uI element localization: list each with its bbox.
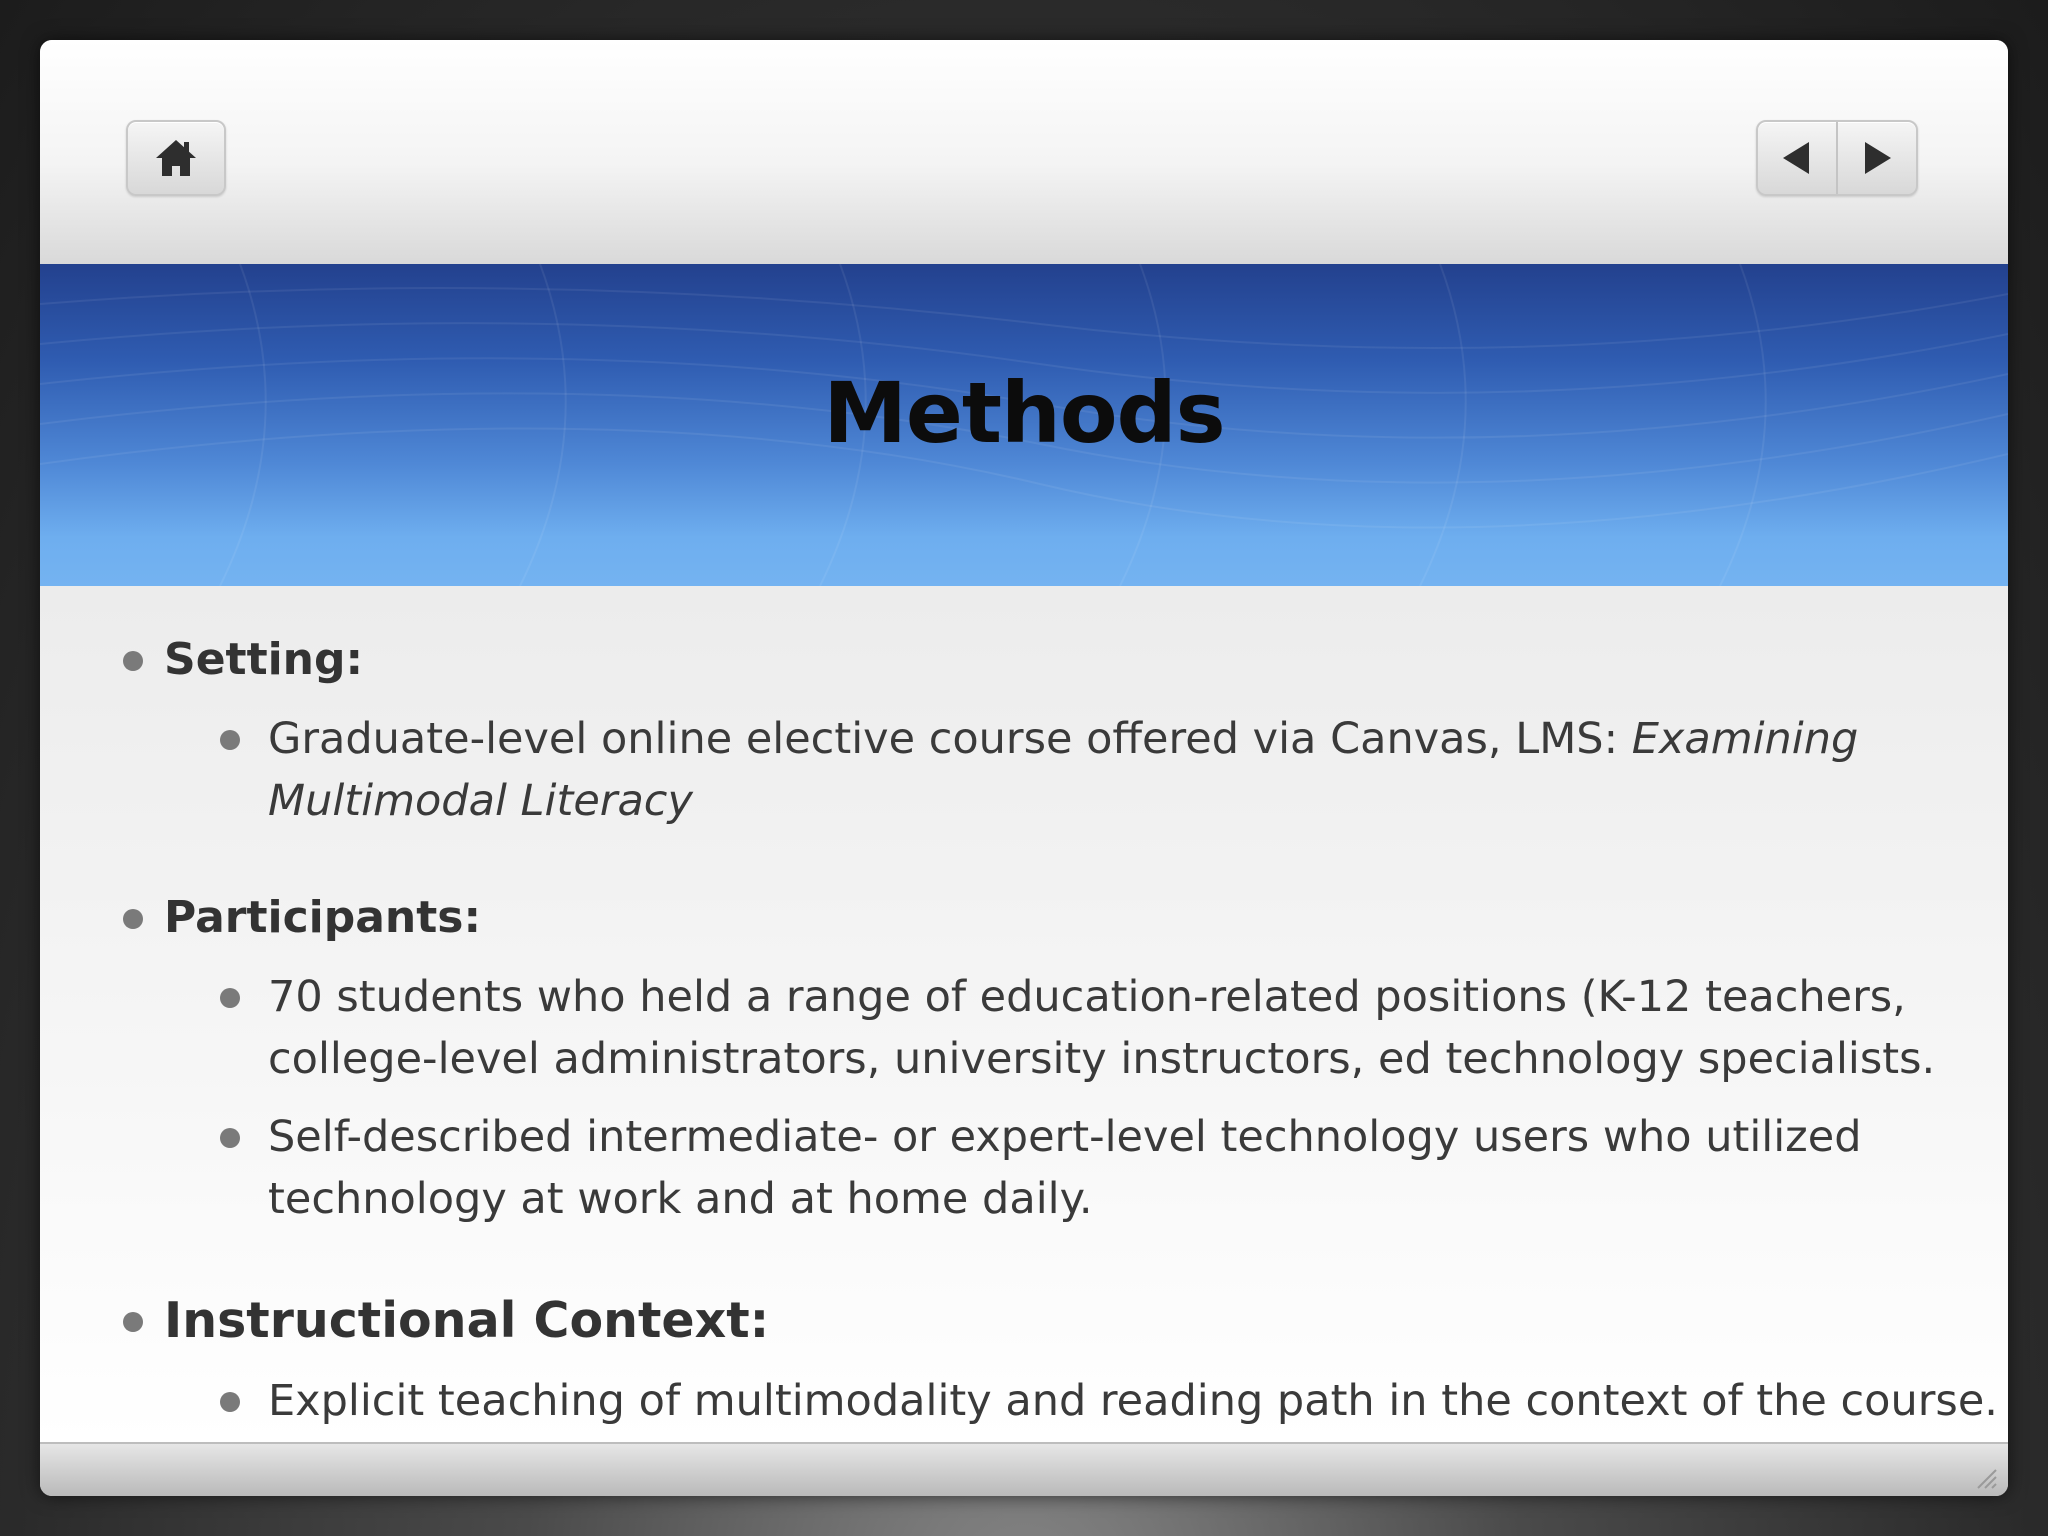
- resize-grip-icon[interactable]: [1972, 1464, 1998, 1490]
- bottom-status-bar: [40, 1442, 2008, 1496]
- title-band: [40, 264, 2008, 586]
- slide-title: Methods: [823, 364, 1225, 462]
- bullet-dot: [220, 730, 240, 750]
- slide-navigation: [1756, 120, 1918, 196]
- bullet-participants: [164, 892, 481, 943]
- item-line: technology at work and at home daily.: [268, 1174, 1093, 1224]
- bullet-dot: [123, 1312, 143, 1332]
- triangle-right-icon: [1861, 140, 1893, 176]
- home-button[interactable]: [126, 120, 226, 196]
- triangle-left-icon: [1781, 140, 1813, 176]
- item-line: college-level administrators, university instructors, ed technology specialists.: [268, 1034, 1936, 1084]
- item-line: Explicit teaching of multimodality and reading path in the context of the course.: [268, 1376, 1998, 1426]
- bullet-dot: [220, 1392, 240, 1412]
- bullet-participants-item-1: [268, 966, 1935, 1090]
- section-heading: Participants:: [164, 892, 482, 943]
- previous-slide-button[interactable]: [1758, 122, 1838, 194]
- slide-window: [40, 40, 2008, 1496]
- bullet-participants-item-2: [268, 1106, 1862, 1230]
- item-line: Graduate-level online elective course offered via Canvas, LMS: Examining: [268, 714, 1859, 764]
- item-line: 70 students who held a range of education-related positions (K-12 teachers,: [268, 972, 1906, 1022]
- top-toolbar: [40, 40, 2008, 264]
- bullet-dot: [123, 651, 143, 671]
- item-line: Self-described intermediate- or expert-level technology users who utilized: [268, 1112, 1862, 1162]
- next-slide-button[interactable]: [1838, 122, 1916, 194]
- bullet-dot: [220, 1128, 240, 1148]
- section-heading: Setting:: [164, 634, 364, 685]
- item-line: Multimodal Literacy: [268, 776, 693, 826]
- bullet-instructional-context: [164, 1292, 769, 1349]
- slide-body: [40, 586, 2008, 1442]
- section-heading: Instructional Context:: [164, 1292, 770, 1349]
- bullet-dot: [220, 988, 240, 1008]
- bullet-setting: [164, 634, 363, 685]
- bullet-dot: [123, 909, 143, 929]
- home-icon: [154, 138, 198, 178]
- bullet-setting-item: [268, 708, 1858, 832]
- bullet-context-item: [268, 1370, 1998, 1432]
